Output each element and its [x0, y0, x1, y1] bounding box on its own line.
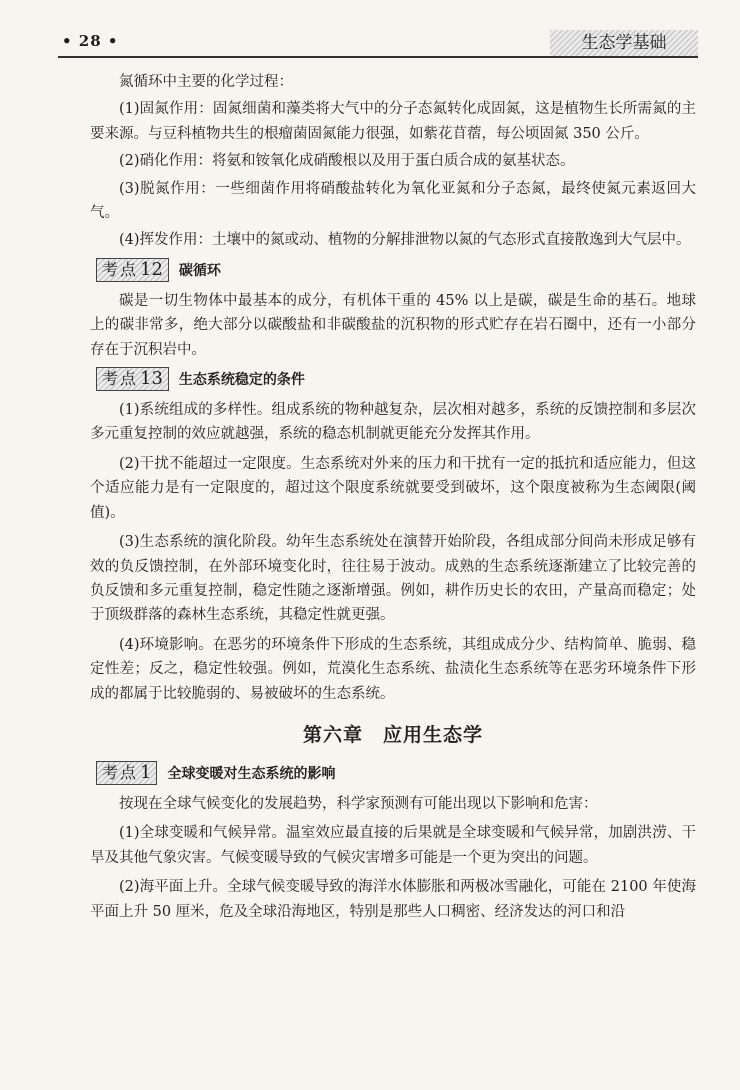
stability-item-1: (1)系统组成的多样性。组成系统的物种越复杂，层次相对越多，系统的反馈控制和多层次多元重复控制的效应就越强，系统的稳态机制就更能充分发挥其作用。 [90, 402, 696, 443]
stability-item-4: (4)环境影响。在恶劣的环境条件下形成的生态系统，其组成成分少、结构简单、脆弱、稳定性差；反之，稳定性较强。例如，荒漠化生态系统、盐渍化生态系统等在恶劣环境条件下形成的都属于比较脆弱的、易被破坏的生态系统。 [90, 636, 696, 702]
warming-intro: 按现在全球气候变化的发展趋势，科学家预测有可能出现以下影响和危害： [119, 795, 598, 812]
kaodian-number: 1 [140, 761, 152, 783]
stability-item-2: (2)干扰不能超过一定限度。生态系统对外来的压力和干扰有一定的抵抗和适应能力，但这个适应能力是有一定限度的，超过这个限度系统就要受到破坏，这个限度被称为生态阈限(阈值)。 [90, 455, 696, 521]
stability-item-3: (3)生态系统的演化阶段。幼年生态系统处在演替开始阶段，各组成部分间尚未形成足够有效的负反馈控制，在外部环境变化时，往往易于波动。成熟的生态系统逐渐建立了比较完善的负反馈和多元重复控制，稳定性随之逐渐增强。例如，耕作历史长的农田，产量高而稳定；处于顶级群落的森林生态系统，其稳定性就更强。 [90, 534, 696, 624]
kaodian-13-heading [96, 367, 696, 391]
kaodian-1-title: 全球变暖对生态系统的影响 [167, 765, 336, 782]
nitrogen-intro: 氮循环中主要的化学过程： [119, 74, 293, 90]
page-body [90, 70, 696, 929]
nitrogen-item-4: (4)挥发作用：土壤中的氮或动、植物的分解排泄物以氮的气态形式直接散逸到大气层中。 [119, 232, 691, 249]
kaodian-12-title: 碳循环 [178, 262, 221, 279]
page-number: • 28 • [62, 32, 119, 50]
nitrogen-item-1: (1)固氮作用：固氮细菌和藻类将大气中的分子态氮转化成固氮，这是植物生长所需氮的主要来源。与豆科植物共生的根瘤菌固氮能力很强，如紫花苜蓿，每公顷固氮 350 公斤。 [90, 101, 696, 142]
nitrogen-item-3: (3)脱氮作用：一些细菌作用将硝酸盐转化为氧化亚氮和分子态氮，最终使氮元素返回大气。 [90, 180, 696, 222]
kaodian-13-title: 生态系统稳定的条件 [178, 372, 305, 389]
kaodian-label: 考点 [102, 762, 139, 782]
page-header [58, 28, 698, 58]
kaodian-label: 考点 [102, 259, 139, 279]
kaodian-12-badge [96, 258, 169, 282]
chapter-number: 第六章 [302, 723, 363, 746]
kaodian-1-badge [96, 761, 157, 785]
kaodian-number: 12 [140, 258, 163, 280]
kaodian-label: 考点 [102, 369, 139, 389]
book-title: 生态学基础 [550, 30, 698, 56]
kaodian-12-heading [96, 258, 696, 282]
kaodian-1-heading [96, 761, 696, 785]
warming-item-1: (1)全球变暖和气候异常。温室效应最直接的后果就是全球变暖和气候异常，加剧洪涝、干旱及其他气象灾害。气候变暖导致的气候灾害增多可能是一个更为突出的问题。 [90, 825, 696, 866]
chapter-heading [90, 720, 696, 747]
kaodian-number: 13 [140, 368, 163, 390]
nitrogen-item-2: (2)硝化作用：将氨和铵氧化成硝酸根以及用于蛋白质合成的氨基状态。 [119, 153, 575, 170]
kaodian-13-badge [96, 367, 169, 391]
chapter-title: 应用生态学 [383, 723, 484, 746]
header-rule [58, 56, 698, 58]
carbon-cycle-text: 碳是一切生物体中最基本的成分，有机体干重的 45% 以上是碳，碳是生命的基石。地球上的碳非常多，绝大部分以碳酸盐和非碳酸盐的沉积物的形式贮存在岩石圈中，还有一小部分存在于沉积岩中。 [90, 292, 696, 358]
warming-item-2: (2)海平面上升。全球气候变暖导致的海洋水体膨胀和两极冰雪融化，可能在 2100 年使海平面上升 50 厘米，危及全球沿海地区，特别是那些人口稠密、经济发达的河口和沿 [90, 879, 696, 920]
